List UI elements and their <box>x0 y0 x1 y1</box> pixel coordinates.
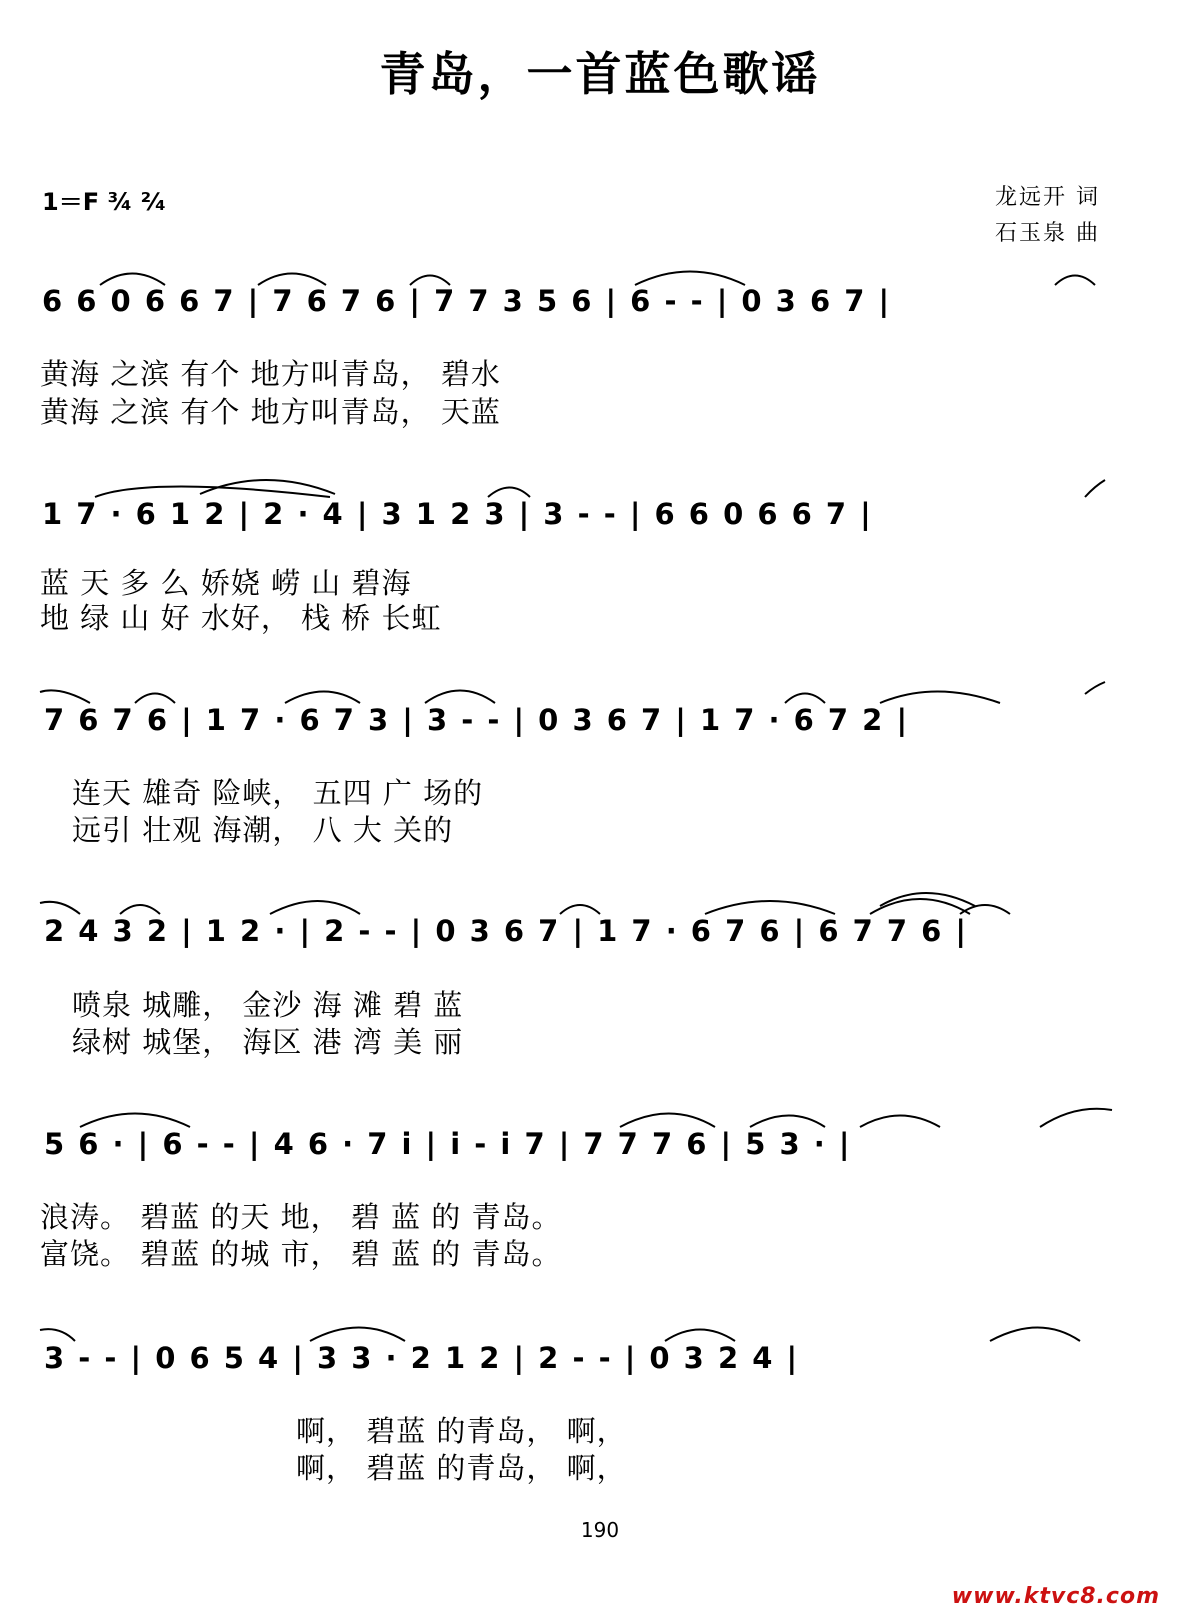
slur-mark <box>488 488 530 498</box>
slur-mark <box>40 902 80 914</box>
lyric-verse-1: 蓝 天 多 么 娇娆 崂 山 碧海 <box>40 566 412 600</box>
slur-mark <box>80 1114 190 1128</box>
slur-mark <box>270 901 360 914</box>
slur-mark <box>960 905 1010 914</box>
slur-mark <box>705 901 835 914</box>
slur-mark <box>560 905 600 914</box>
notation-line: 6 6 0 6 6 7 | 7 6 7 6 | 7 7 3 5 6 | 6 - - | 0 3 6 7 | <box>42 284 892 318</box>
slur-mark <box>1085 480 1105 497</box>
page-number: 190 <box>580 1518 620 1542</box>
lyric-verse-1: 连天 雄奇 险峡， 五四 广 场的 <box>72 776 484 810</box>
slur-mark <box>665 1330 735 1342</box>
slur-mark <box>425 691 495 704</box>
slur-mark <box>135 694 175 704</box>
slur-mark <box>1040 1109 1112 1127</box>
slur-mark <box>785 694 825 704</box>
lyric-verse-2: 绿树 城堡， 海区 港 湾 美 丽 <box>72 1025 464 1059</box>
slur-mark <box>120 905 160 914</box>
slur-mark <box>40 1329 75 1341</box>
slur-mark <box>200 480 335 494</box>
slur-mark <box>1085 682 1105 694</box>
lyricist-credit: 龙远开 词 <box>995 185 1100 210</box>
slur-mark <box>1055 276 1095 286</box>
lyric-verse-1: 黄海 之滨 有个 地方叫青岛， 碧水 <box>40 357 501 391</box>
slur-mark <box>40 690 90 703</box>
notation-line: 1 7 · 6 1 2 | 2 · 4 | 3 1 2 3 | 3 - - | 6 6 0 6 6 7 | <box>42 497 873 531</box>
slur-mark <box>310 1328 405 1342</box>
lyric-verse-2: 黄海 之滨 有个 地方叫青岛， 天蓝 <box>40 395 501 429</box>
lyric-verse-1: 浪涛。 碧蓝 的天 地， 碧 蓝 的 青岛。 <box>40 1200 562 1234</box>
slur-mark <box>880 692 1000 704</box>
slur-mark <box>860 1116 940 1128</box>
key-signature: 1＝F ¾ ²⁄₄ <box>42 188 166 216</box>
lyric-verse-1: 喷泉 城雕， 金沙 海 滩 碧 蓝 <box>72 988 464 1022</box>
slur-mark <box>880 893 975 906</box>
notation-line: 7 6 7 6 | 1 7 · 6 7 3 | 3 - - | 0 3 6 7 | 1 7 · 6 7 2 | <box>44 703 910 737</box>
lyric-verse-1: 啊， 碧蓝 的青岛， 啊， <box>296 1414 627 1448</box>
slur-mark <box>750 1116 825 1128</box>
slur-mark <box>285 692 360 704</box>
song-title: 青岛，一首蓝色歌谣 <box>379 47 821 101</box>
notation-line: 3 - - | 0 6 5 4 | 3 3 · 2 1 2 | 2 - - | 0 3 2 4 | <box>44 1341 800 1375</box>
watermark: www.ktvc8.com <box>951 1584 1160 1609</box>
slur-mark <box>870 899 970 914</box>
notation-line: 2 4 3 2 | 1 2 · | 2 - - | 0 3 6 7 | 1 7 · 6 7 6 | 6 7 7 6 | <box>44 914 969 948</box>
lyric-verse-2: 远引 壮观 海潮， 八 大 关的 <box>72 813 454 847</box>
slur-mark <box>635 272 745 286</box>
composer-credit: 石玉泉 曲 <box>995 221 1100 246</box>
lyric-verse-2: 地 绿 山 好 水好， 栈 桥 长虹 <box>40 601 442 635</box>
slur-mark <box>990 1328 1080 1342</box>
lyric-verse-2: 啊， 碧蓝 的青岛， 啊， <box>296 1451 627 1485</box>
lyric-verse-2: 富饶。 碧蓝 的城 市， 碧 蓝 的 青岛。 <box>40 1237 562 1271</box>
notation-line: 5 6 · | 6 - - | 4 6 · 7 i | i - i 7 | 7 7 7 6 | 5 3 · | <box>44 1127 852 1161</box>
slur-mark <box>95 487 330 498</box>
slur-mark <box>620 1114 715 1128</box>
